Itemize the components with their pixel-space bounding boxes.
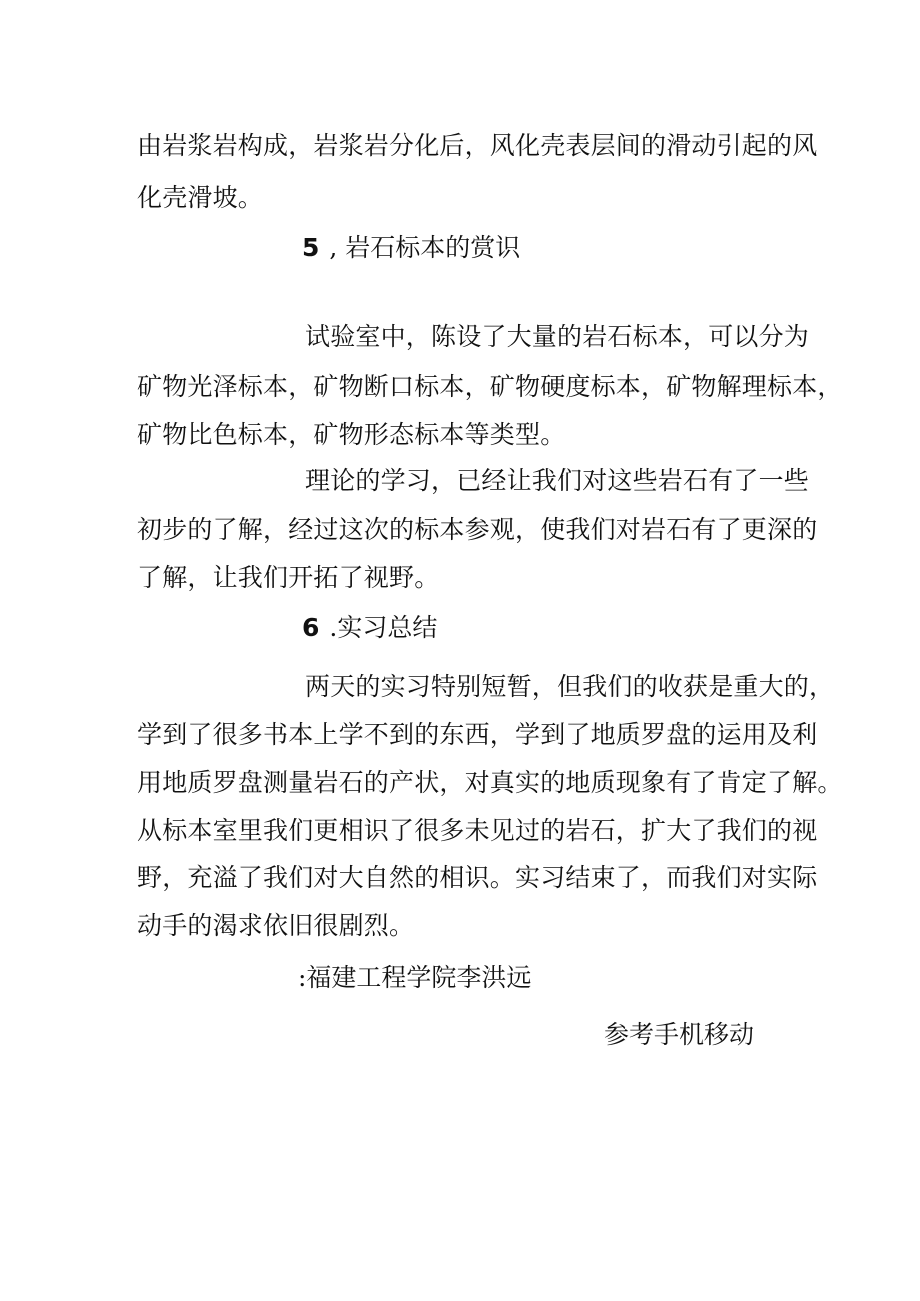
author-signature: :福建工程学院李洪远 — [298, 963, 532, 992]
paragraph-summary-line-4: 从标本室里我们更相识了很多未见过的岩石，扩大了我们的视 — [137, 816, 818, 845]
paragraph-theory-line-2: 初步的了解，经过这次的标本参观，使我们对岩石有了更深的 — [137, 515, 818, 544]
paragraph-summary-line-1: 两天的实习特别短暂，但我们的收获是重大的， — [305, 672, 835, 701]
paragraph-summary-line-3: 用地质罗盘测量岩石的产状，对真实的地质现象有了肯定了解。 — [137, 768, 843, 797]
paragraph-summary-line-2: 学到了很多书本上学不到的东西，学到了地质罗盘的运用及利 — [137, 720, 818, 749]
section-5-number: 5 — [302, 233, 320, 262]
paragraph-specimens-line-1: 试验室中，陈设了大量的岩石标本，可以分为 — [305, 322, 810, 351]
paragraph-summary-line-6: 动手的渴求依旧很剧烈。 — [137, 911, 415, 940]
section-6-title: .实习总结 — [329, 613, 438, 642]
section-6-heading — [302, 612, 437, 644]
section-5-heading — [302, 232, 520, 264]
paragraph-summary-line-5: 野，充溢了我们对大自然的相识。实习结束了，而我们对实际 — [137, 863, 818, 892]
paragraph-specimens-line-2: 矿物光泽标本，矿物断口标本，矿物硬度标本，矿物解理标本， — [137, 372, 843, 401]
paragraph-theory-line-1: 理论的学习，已经让我们对这些岩石有了一些 — [305, 466, 810, 495]
section-6-number: 6 — [302, 613, 320, 642]
paragraph-specimens-line-3: 矿物比色标本，矿物形态标本等类型。 — [137, 420, 566, 449]
paragraph-theory-line-3: 了解，让我们开拓了视野。 — [137, 563, 440, 592]
paragraph-intro-line-2: 化壳滑坡。 — [137, 183, 264, 212]
paragraph-intro-line-1: 由岩浆岩构成，岩浆岩分化后，风化壳表层间的滑动引起的风 — [137, 131, 818, 160]
footer-note: 参考手机移动 — [604, 1020, 755, 1049]
section-5-title: , 岩石标本的赏识 — [329, 233, 521, 262]
